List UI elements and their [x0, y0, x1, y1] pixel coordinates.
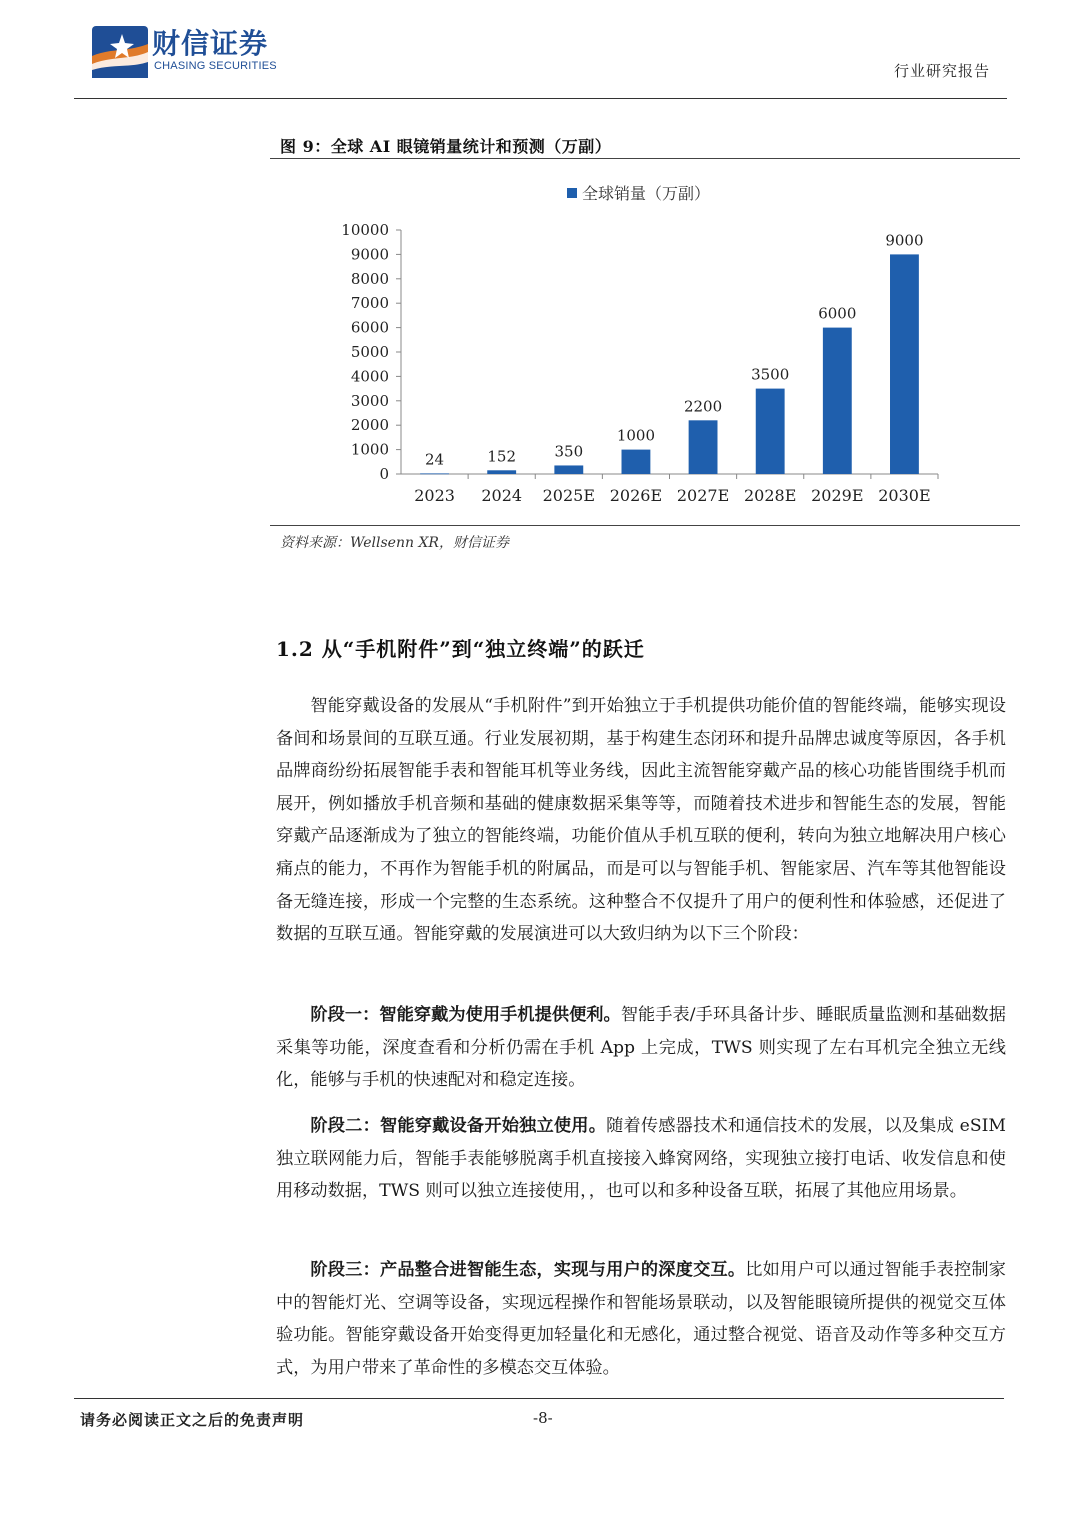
company-logo-icon	[92, 26, 148, 78]
bar-data-label: 152	[487, 447, 517, 466]
stage-three-text: 比如用户可以通过智能手表控制家中的智能灯光、空调等设备，实现远程操作和智能场景联动，以及智能眼镜所提供的视觉交互体验功能。智能穿戴设备开始变得更加轻量化和无感化，通过整合视觉、语音及动作等多种交互方式，为用户带来了革命性的多模态交互体验。	[276, 1260, 1006, 1378]
bar-data-label: 9000	[885, 231, 924, 250]
header-divider	[74, 98, 1007, 99]
section-title: 1.2 从“手机附件”到“独立终端”的跃迁	[276, 637, 645, 661]
y-tick-label: 5000	[350, 343, 389, 361]
x-tick-label: 2026E	[609, 486, 663, 505]
x-tick-label: 2025E	[542, 486, 596, 505]
chart-legend	[567, 184, 710, 203]
bar	[756, 389, 785, 474]
y-tick-label: 10000	[341, 221, 389, 239]
stage-two-paragraph	[276, 1110, 1006, 1208]
page-number: -8-	[533, 1409, 553, 1427]
legend-swatch	[567, 188, 577, 198]
x-tick-label: 2029E	[811, 486, 864, 505]
bar	[622, 450, 651, 474]
x-tick-label: 2027E	[676, 486, 730, 505]
figure-source: 资料来源：Wellsenn XR，财信证券	[280, 535, 509, 551]
figure-caption: 图 9：全球 AI 眼镜销量统计和预测（万副）	[280, 137, 612, 156]
bar	[689, 420, 718, 474]
y-tick-label: 6000	[350, 318, 389, 337]
y-tick-label: 7000	[350, 294, 389, 313]
y-tick-label: 4000	[350, 367, 389, 386]
stage-one-lead: 阶段一：智能穿戴为使用手机提供便利。	[310, 1005, 621, 1025]
stage-two-text: 随着传感器技术和通信技术的发展，以及集成 eSIM 独立联网能力后，智能手表能够脱离手机直接接入蜂窝网络，实现独立接打电话、收发信息和使用移动数据，TWS 则可以独立连接使用，，也可以和多种设备互联，拓展了其他应用场景。	[276, 1116, 1006, 1202]
bar	[890, 254, 919, 474]
bar-data-label: 350	[554, 442, 584, 461]
report-type-label: 行业研究报告	[893, 62, 990, 80]
logo-chinese-name: 财信证券	[152, 27, 269, 60]
bar	[554, 465, 583, 474]
bar-data-label: 2200	[683, 397, 723, 416]
stage-three-paragraph	[276, 1254, 1006, 1384]
legend-label: 全球销量（万副）	[582, 184, 711, 203]
bar-data-label: 1000	[616, 426, 656, 445]
x-tick-label: 2028E	[743, 486, 797, 505]
y-tick-label: 9000	[350, 245, 389, 264]
x-tick-label: 2023	[414, 486, 455, 505]
bar-data-label: 24	[425, 450, 445, 469]
bar-data-label: 3500	[751, 365, 790, 384]
stage-one-text: 智能手表/手环具备计步、睡眠质量监测和基础数据采集等功能，深度查看和分析仍需在手机 App 上完成，TWS 则实现了左右耳机完全独立无线化，能够与手机的快速配对和稳定连接。	[276, 1005, 1006, 1091]
intro-paragraph: 智能穿戴设备的发展从“手机附件”到开始独立于手机提供功能价值的智能终端，能够实现设备间和场景间的互联互通。行业发展初期，基于构建生态闭环和提升品牌忠诚度等原因，各手机品牌商纷纷拓展智能手表和智能耳机等业务线，因此主流智能穿戴产品的核心功能皆围绕手机而展开，例如播放手机音频和基础的健康数据采集等等，而随着技术进步和智能生态的发展，智能穿戴产品逐渐成为了独立的智能终端，功能价值从手机互联的便利，转向为独立地解决用户核心痛点的能力，不再作为智能手机的附属品，而是可以与智能手机、智能家居、汽车等其他智能设备无缝连接，形成一个完整的生态系统。这种整合不仅提升了用户的便利性和体验感，还促进了数据的互联互通。智能穿戴的发展演进可以大致归纳为以下三个阶段：	[276, 696, 1006, 945]
figure-bottom-rule	[270, 525, 1020, 526]
y-tick-label: 2000	[350, 416, 389, 435]
bar	[823, 328, 852, 474]
y-tick-label: 0	[379, 465, 389, 483]
x-tick-label: 2030E	[878, 486, 931, 505]
y-tick-label: 1000	[350, 440, 389, 459]
stage-two-lead: 阶段二：智能穿戴设备开始独立使用。	[310, 1116, 607, 1136]
logo-english-name: CHASING SECURITIES	[154, 60, 277, 72]
x-tick-label: 2024	[481, 486, 523, 505]
bar-data-label: 6000	[818, 304, 857, 323]
bar	[420, 473, 449, 474]
stage-one-paragraph	[276, 999, 1006, 1097]
bar	[487, 470, 516, 474]
footer-divider	[74, 1398, 1004, 1399]
footer-disclaimer: 请务必阅读正文之后的免责声明	[80, 1411, 305, 1429]
y-tick-label: 8000	[350, 269, 389, 288]
figure-top-rule	[270, 158, 1020, 159]
stage-three-lead: 阶段三：产品整合进智能生态，实现与用户的深度交互。	[310, 1260, 746, 1280]
y-tick-label: 3000	[350, 391, 389, 410]
sales-bar-chart	[270, 170, 1020, 520]
